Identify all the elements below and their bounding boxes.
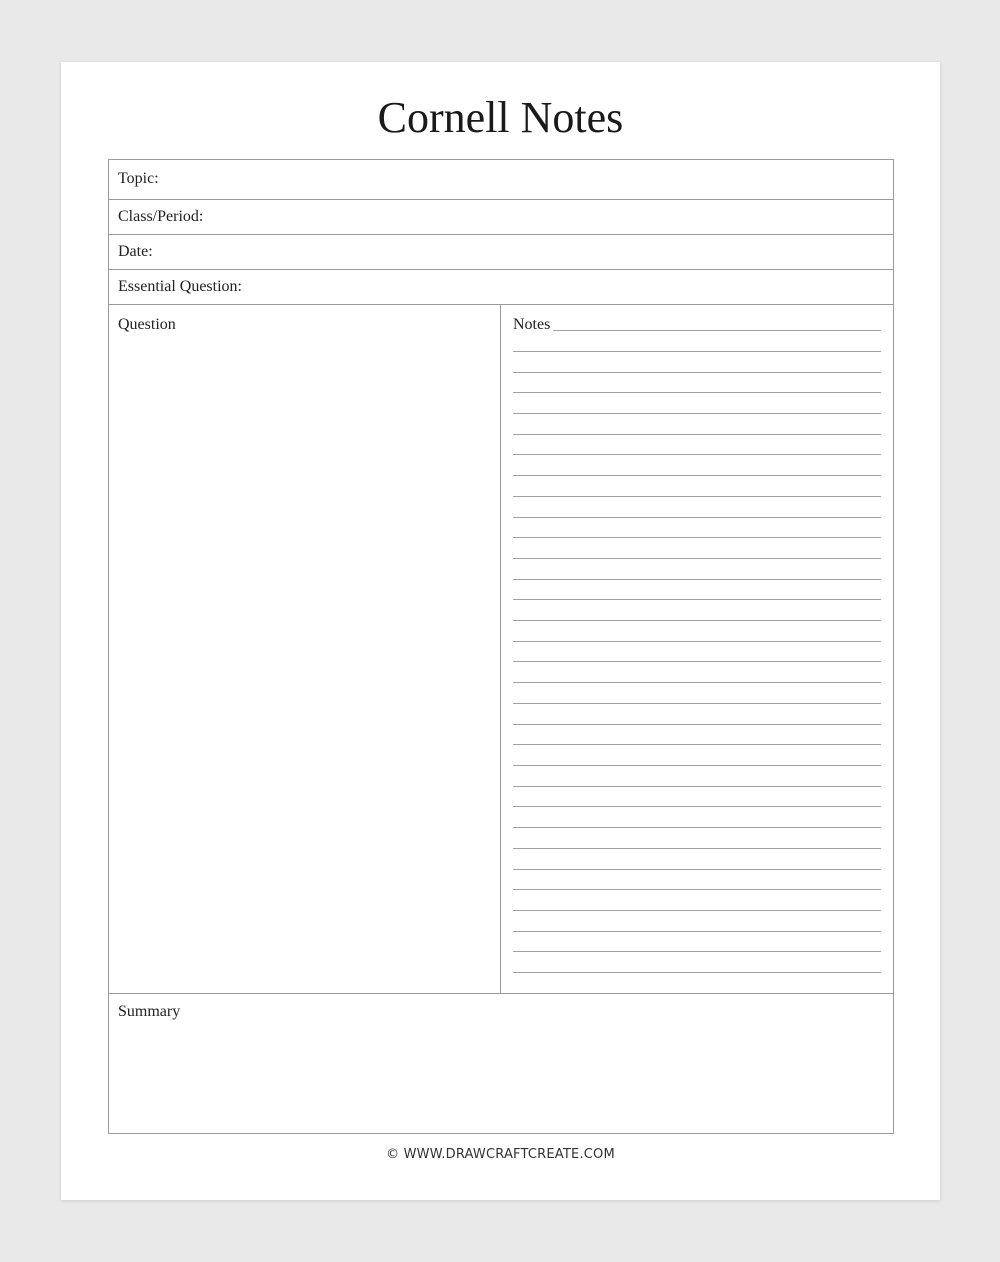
page-title: Cornell Notes xyxy=(377,93,624,142)
notes-writing-line xyxy=(513,392,881,393)
summary-label: Summary xyxy=(118,1003,181,1020)
essential-question-label: Essential Question: xyxy=(118,278,242,295)
notes-writing-line xyxy=(513,827,881,828)
cornell-notes-form xyxy=(108,159,894,1134)
notes-writing-line xyxy=(513,765,881,766)
notes-writing-line xyxy=(513,869,881,870)
notes-writing-line xyxy=(513,641,881,642)
class-period-row xyxy=(109,200,893,235)
date-label: Date: xyxy=(118,243,153,260)
notes-writing-line xyxy=(513,889,881,890)
notes-writing-line xyxy=(513,744,881,745)
notes-writing-line xyxy=(513,434,881,435)
essential-question-row xyxy=(109,270,893,305)
notes-writing-line xyxy=(513,579,881,580)
class-period-label: Class/Period: xyxy=(118,208,204,225)
notes-writing-line xyxy=(513,558,881,559)
notes-writing-line xyxy=(513,682,881,683)
worksheet-page xyxy=(61,62,940,1200)
topic-row xyxy=(109,160,893,200)
copyright-footer: © WWW.DRAWCRAFTCREATE.COM xyxy=(386,1147,615,1162)
notes-writing-line xyxy=(513,931,881,932)
notes-writing-line xyxy=(513,972,881,973)
notes-writing-line xyxy=(513,806,881,807)
notes-writing-line xyxy=(513,910,881,911)
notes-writing-line xyxy=(513,496,881,497)
summary-divider xyxy=(109,993,893,994)
notes-writing-line xyxy=(513,620,881,621)
column-divider xyxy=(500,305,501,993)
notes-column-label: Notes xyxy=(513,316,551,333)
notes-writing-line xyxy=(513,517,881,518)
notes-writing-line xyxy=(513,786,881,787)
notes-writing-line xyxy=(513,454,881,455)
notes-writing-line xyxy=(513,537,881,538)
notes-writing-line xyxy=(553,330,881,331)
notes-writing-line xyxy=(513,475,881,476)
notes-writing-line xyxy=(513,951,881,952)
notes-writing-line xyxy=(513,372,881,373)
notes-writing-line xyxy=(513,599,881,600)
notes-writing-line xyxy=(513,703,881,704)
question-column-label: Question xyxy=(118,316,176,333)
notes-writing-line xyxy=(513,351,881,352)
date-row xyxy=(109,235,893,270)
notes-writing-line xyxy=(513,661,881,662)
notes-writing-line xyxy=(513,724,881,725)
notes-writing-line xyxy=(513,848,881,849)
topic-label: Topic: xyxy=(118,170,159,187)
notes-writing-line xyxy=(513,413,881,414)
